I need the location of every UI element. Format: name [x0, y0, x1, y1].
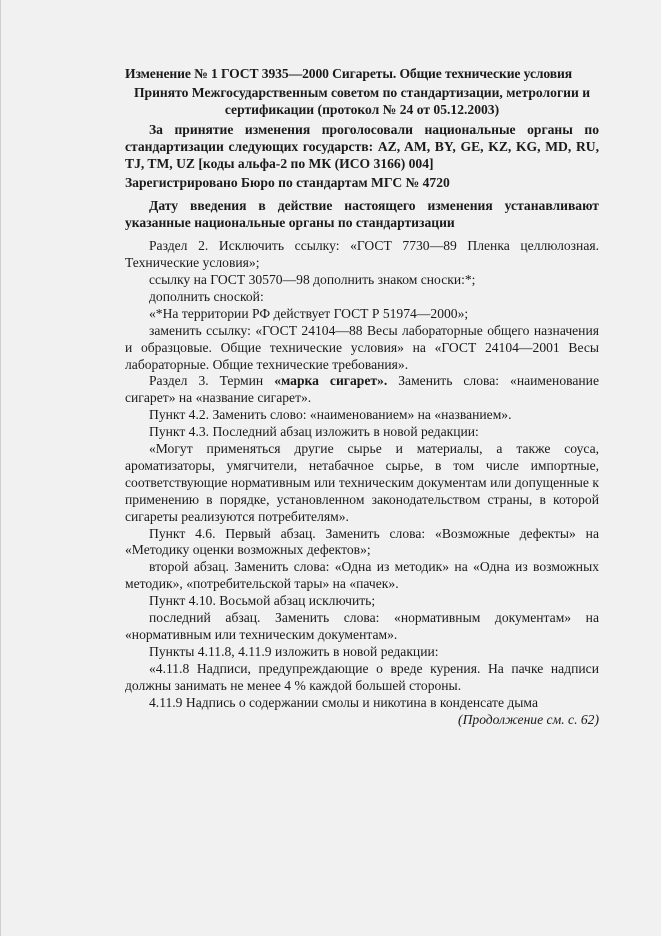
- term-brand: «марка сигарет».: [274, 373, 388, 389]
- paragraph-item-4-10: Пункт 4.10. Восьмой абзац исключить;: [149, 593, 376, 609]
- registration-note: Зарегистрировано Бюро по стандартам МГС № 4720: [125, 175, 450, 191]
- paragraph-footnote: «*На территории РФ действует ГОСТ Р 51974—2000»;: [149, 305, 469, 321]
- amendment-title: Изменение № 1 ГОСТ 3935—2000 Сигареты. Общие технические условия: [125, 66, 572, 81]
- paragraph-reference: ссылку на ГОСТ 30570—98 дополнить знаком сноски:*;: [149, 271, 476, 287]
- paragraph-item-4-6: Пункт 4.6. Первый абзац. Заменить слова: «Возможные дефекты» на «Методику оценки возможных дефектов»;: [125, 525, 599, 558]
- section-3-lead: Раздел 3. Термин: [149, 373, 275, 389]
- section-3-rest: Заменить слова: «наименование сигарет» на «название сигарет».: [125, 373, 599, 406]
- adoption-note: Принято Межгосударственным советом по стандартизации, метрологии и сертификации (протокол № 24 от 05.12.2003): [133, 84, 591, 117]
- document-content: [125, 66, 599, 728]
- paragraph-item-4-11-9: 4.11.9 Надпись о содержании смолы и никотина в конденсате дыма: [149, 694, 538, 710]
- continuation-note: (Продолжение см. с. 62): [458, 711, 599, 727]
- paragraph-items-4-11: Пункты 4.11.8, 4.11.9 изложить в новой редакции:: [149, 643, 439, 659]
- paragraph-item-4-3-text: «Могут применяться другие сырье и материалы, а также соуса, ароматизаторы, умягчители, нетабачное сырье, в том числе импортные, соответствующие нормативным или техническим документам или допущенные к применению в порядке, установленном законодательством страны, в которой сигареты реализуются потребителям».: [125, 441, 599, 524]
- paragraph-item-4-6-second: второй абзац. Заменить слова: «Одна из методик» на «Одна из возможных методик», «потребительской тары» на «пачек».: [125, 559, 599, 592]
- paragraph-replace-reference: заменить ссылку: «ГОСТ 24104—88 Весы лабораторные общего назначения и образцовые. Общие технические условия» на «ГОСТ 24104—2001 Весы лабораторные. Общие технические требования».: [125, 322, 599, 372]
- paragraph-item-4-2: Пункт 4.2. Заменить слово: «наименованием» на «названием».: [149, 407, 512, 423]
- paragraph-item-4-3: Пункт 4.3. Последний абзац изложить в новой редакции:: [149, 424, 479, 440]
- paragraph-section-2: Раздел 2. Исключить ссылку: «ГОСТ 7730—89 Пленка целлюлозная. Технические условия»;: [125, 238, 599, 271]
- paragraph-footnote-intro: дополнить сноской:: [149, 288, 264, 304]
- voting-note: За принятие изменения проголосовали национальные органы по стандартизации следующих государств: AZ, AM, BY, GE, KZ, KG, MD, RU, TJ, TM, UZ [коды альфа-2 по МК (ИСО 3166) 004]: [125, 121, 599, 171]
- introduction-date-note: Дату введения в действие настоящего изменения устанавливают указанные национальные органы по стандартизации: [125, 198, 599, 231]
- paragraph-section-3: [125, 373, 599, 407]
- paragraph-item-4-10-last: последний абзац. Заменить слова: «нормативным документам» на «нормативным или техническим документам».: [125, 610, 599, 642]
- paragraph-item-4-11-8: «4.11.8 Надписи, предупреждающие о вреде курения. На пачке надписи должны занимать не менее 4 % каждой большей стороны.: [125, 660, 599, 693]
